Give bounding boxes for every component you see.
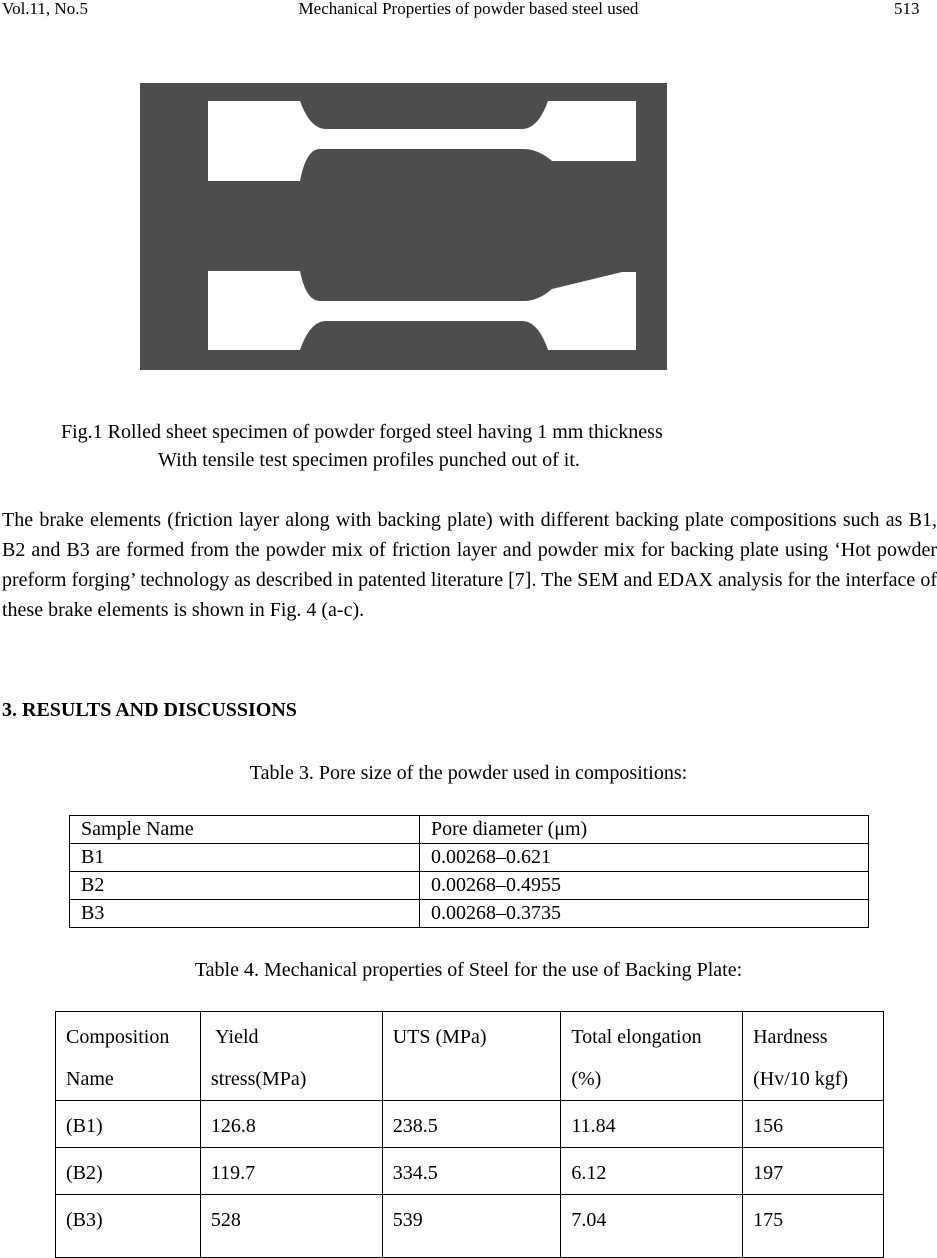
table-header-cell	[200, 1012, 382, 1101]
table-header-row	[70, 816, 869, 844]
header-line: Total elongation	[571, 1026, 702, 1048]
table-cell: B2	[70, 872, 420, 900]
table-cell: (B3)	[56, 1195, 201, 1258]
page-number: 513	[894, 0, 920, 18]
table-cell: 7.04	[561, 1195, 743, 1258]
table4	[55, 1011, 884, 1258]
section-heading: 3. RESULTS AND DISCUSSIONS	[2, 699, 297, 721]
table-header-cell	[56, 1012, 201, 1101]
table-cell: (B2)	[56, 1148, 201, 1195]
table-cell: 0.00268–0.3735	[420, 900, 869, 928]
table-header-cell	[743, 1012, 884, 1101]
figure-caption-line-1: Fig.1 Rolled sheet specimen of powder forged steel having 1 mm thickness	[61, 421, 663, 443]
body-paragraph	[2, 505, 937, 625]
table-cell: 238.5	[382, 1101, 561, 1148]
rolled-sheet-specimen-figure	[140, 83, 667, 370]
body-paragraph-text: The brake elements (friction layer along with backing plate) with different backing plate compositions such as B1, B2 and B3 are formed from the powder mix of friction layer and powder mix for backing plate using ‘Hot powder preform forging’ technology as described in patented literature [7]. The SEM and EDAX analysis for the interface of these brake elements is shown in Fig. 4 (a-c).	[2, 509, 937, 621]
table-cell: 126.8	[200, 1101, 382, 1148]
table-cell: B3	[70, 900, 420, 928]
header-line: Yield	[210, 1026, 259, 1048]
table-row	[56, 1148, 884, 1195]
header-line: Composition	[66, 1026, 170, 1048]
table-row	[70, 900, 869, 928]
table4-caption: Table 4. Mechanical properties of Steel for the use of Backing Plate:	[194, 959, 743, 981]
table-row	[56, 1101, 884, 1148]
table-header-cell: Pore diameter (μm)	[420, 816, 869, 844]
table-cell: 0.00268–0.4955	[420, 872, 869, 900]
header-line: UTS (MPa)	[392, 1026, 487, 1048]
table-cell: 528	[200, 1195, 382, 1258]
header-line: Name	[66, 1068, 114, 1090]
table-cell: 156	[743, 1101, 884, 1148]
table-cell: 539	[382, 1195, 561, 1258]
table-cell: (B1)	[56, 1101, 201, 1148]
table-cell: 6.12	[561, 1148, 743, 1195]
table-header-row	[56, 1012, 884, 1101]
table-cell: 0.00268–0.621	[420, 844, 869, 872]
table-header-cell	[382, 1012, 561, 1101]
table-cell: 119.7	[200, 1148, 382, 1195]
table3-caption: Table 3. Pore size of the powder used in compositions:	[249, 762, 688, 784]
running-header-volume: Vol.11, No.5	[2, 0, 88, 18]
table-cell: 175	[743, 1195, 884, 1258]
table3	[69, 815, 869, 928]
table-cell: 334.5	[382, 1148, 561, 1195]
table-row	[56, 1195, 884, 1258]
table-cell: 197	[743, 1148, 884, 1195]
running-header-title: Mechanical Properties of powder based steel used	[298, 0, 639, 18]
table-header-cell	[561, 1012, 743, 1101]
table-row	[70, 844, 869, 872]
header-line: stress(MPa)	[210, 1068, 307, 1090]
header-line: Hardness	[753, 1026, 828, 1048]
table-header-cell: Sample Name	[70, 816, 420, 844]
header-line: (Hv/10 kgf)	[753, 1068, 849, 1090]
table-cell: B1	[70, 844, 420, 872]
table-row	[70, 872, 869, 900]
header-line: (%)	[571, 1068, 602, 1090]
table-cell: 11.84	[561, 1101, 743, 1148]
figure-caption-line-2: With tensile test specimen profiles punched out of it.	[158, 449, 580, 471]
